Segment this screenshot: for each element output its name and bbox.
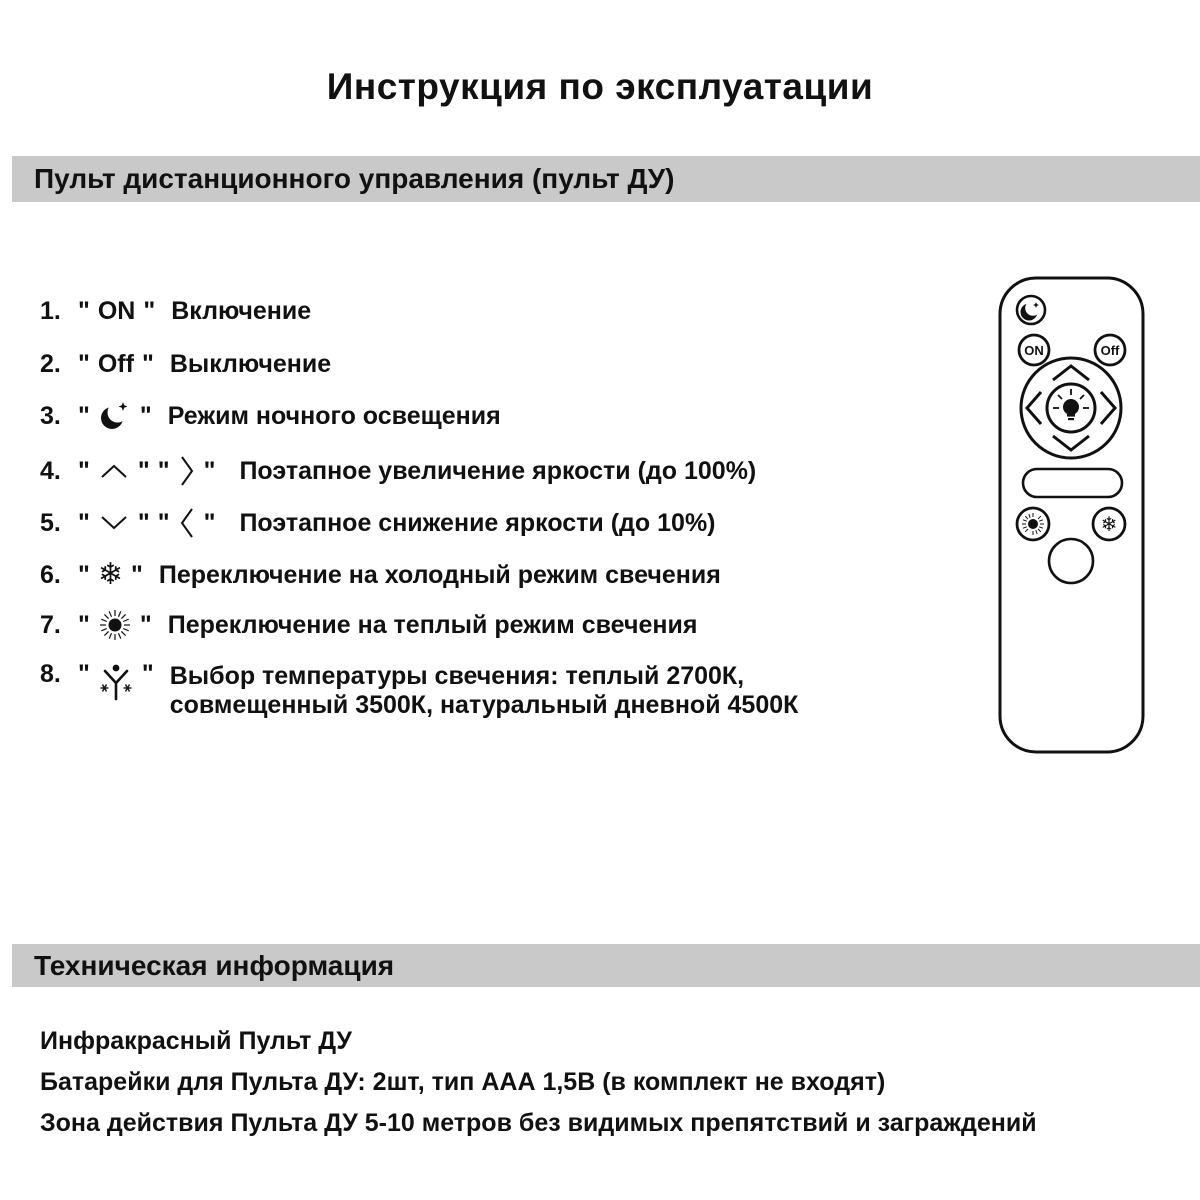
quote-mark: ": [78, 560, 90, 589]
item-label: Режим ночного освещения: [167, 401, 501, 430]
quote-mark: ": [78, 456, 90, 485]
quote-mark: ": [137, 456, 150, 485]
item-number: 7.: [40, 610, 61, 639]
remote-control-diagram: [993, 272, 1153, 762]
quote-mark: ": [78, 401, 90, 430]
item-number: 8.: [40, 660, 61, 688]
section-header-label: Техническая информация: [34, 949, 395, 981]
tech-info-line: Зона действия Пульта ДУ 5-10 метров без видимых препятствий и заграждений: [40, 1109, 1037, 1137]
tech-info-line: Инфракрасный Пульт ДУ: [40, 1027, 352, 1055]
quote-mark: ": [157, 456, 170, 485]
quote-mark: ": [78, 610, 90, 639]
item-label: Переключение на теплый режим свечения: [167, 610, 698, 639]
item-number: 3.: [40, 401, 61, 430]
sun-icon: [1022, 513, 1044, 535]
tech-info-line: Батарейки для Пульта ДУ: 2шт, тип ААА 1,5В (в комплект не входят): [40, 1068, 886, 1096]
item-label-line1: Выбор температуры свечения: теплый 2700К,: [169, 662, 745, 690]
item-label: Включение: [171, 296, 312, 325]
item-label-line2: совмещенный 3500К, натуральный дневной 4500К: [169, 691, 799, 719]
quote-mark: ": [139, 610, 152, 639]
item-number: 4.: [40, 456, 61, 485]
off-label: Off: [97, 349, 134, 378]
instruction-item-6: [40, 558, 721, 592]
quote-mark: ": [143, 296, 156, 325]
section-header-remote: [12, 156, 1200, 202]
item-number: 5.: [40, 508, 61, 537]
item-label: Выключение: [169, 349, 332, 378]
scene-bar-button: [1023, 469, 1122, 497]
quote-mark: ": [131, 560, 143, 589]
quote-mark: ": [78, 349, 90, 378]
item-label: Поэтапное снижение яркости (до 10%): [239, 508, 716, 537]
quote-mark: ": [78, 660, 90, 688]
quote-mark: ": [139, 401, 152, 430]
item-label: Переключение на холодный режим свечения: [158, 560, 721, 589]
quote-mark: ": [203, 456, 216, 485]
quote-mark: ": [157, 508, 170, 537]
chevron-right-icon: [178, 453, 196, 489]
quote-mark: ": [203, 508, 216, 537]
quote-mark: ": [141, 349, 154, 378]
instruction-item-5: [40, 506, 716, 540]
item-number: 1.: [40, 296, 61, 325]
quote-mark: ": [141, 660, 154, 688]
section-header-label: Пульт дистанционного управления (пульт ДУ): [34, 163, 675, 194]
quote-mark: ": [78, 508, 90, 537]
instruction-item-8: [40, 662, 798, 720]
snowflake-icon: ❄: [97, 557, 123, 592]
chevron-up-icon: [98, 462, 130, 480]
instruction-item-7: [40, 608, 697, 642]
moon-icon: [98, 400, 132, 432]
svg-text:ON: ON: [1024, 343, 1044, 358]
svg-text:Off: Off: [1100, 343, 1120, 358]
instruction-item-4: [40, 454, 756, 488]
instruction-item-3: [40, 399, 501, 433]
chevron-down-icon: [98, 514, 130, 532]
item-number: 2.: [40, 349, 61, 378]
sun-icon: [98, 608, 132, 642]
item-number: 6.: [40, 560, 61, 589]
instruction-item-1: [40, 294, 311, 328]
quote-mark: ": [137, 508, 150, 537]
quote-mark: ": [78, 296, 90, 325]
page-title: Инструкция по эксплуатации: [326, 66, 874, 107]
section-header-tech: [12, 944, 1200, 987]
chevron-left-icon: [178, 505, 196, 541]
instruction-item-2: [40, 347, 331, 381]
item-label: Поэтапное увеличение яркости (до 100%): [239, 456, 757, 485]
temperature-select-icon: [98, 662, 134, 704]
snowflake-icon: ❄: [1100, 512, 1118, 536]
on-label: ON: [97, 296, 136, 325]
